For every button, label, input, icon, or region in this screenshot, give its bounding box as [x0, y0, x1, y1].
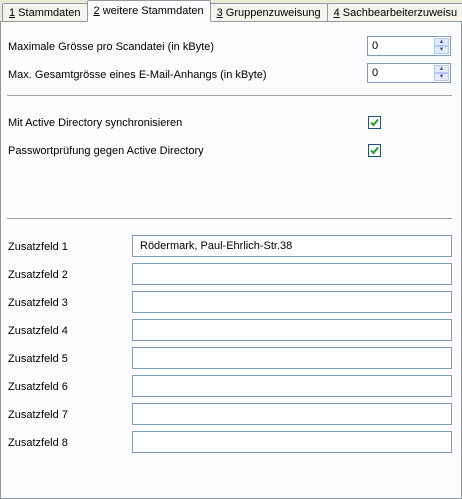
extra-field-2-input[interactable]: [132, 263, 452, 285]
tab-hotkey: 4: [333, 7, 340, 19]
spin-up-icon[interactable]: ▲: [434, 65, 449, 73]
ad-password-checkbox[interactable]: [368, 144, 381, 157]
extra-field-5-input[interactable]: [132, 347, 452, 369]
tab-label: Sachbearbeiterzuweisu: [339, 7, 458, 19]
separator: [7, 218, 452, 219]
extra-field-1-value: Rödermark, Paul-Ehrlich-Str.38: [140, 240, 293, 252]
spin-down-icon[interactable]: ▼: [434, 46, 449, 54]
max-mail-size-label: Max. Gesamtgrösse eines E-Mail-Anhangs (in kByte): [8, 69, 267, 81]
extra-field-7-label: Zusatzfeld 7: [8, 409, 68, 421]
tab-hotkey: 2: [93, 5, 100, 17]
tab-label: Stammdaten: [15, 7, 81, 19]
extra-field-3-input[interactable]: [132, 291, 452, 313]
spin-up-icon[interactable]: ▲: [434, 38, 449, 46]
tab-sachbearbeiterzuweisung[interactable]: [327, 3, 462, 22]
tab-label: Gruppenzuweisung: [222, 7, 321, 19]
extra-field-8-input[interactable]: [132, 431, 452, 453]
extra-field-1-label: Zusatzfeld 1: [8, 241, 68, 253]
tab-panel: [0, 21, 462, 499]
checkmark-icon: [370, 118, 379, 127]
extra-field-1-input[interactable]: [132, 235, 452, 257]
checkmark-icon: [370, 146, 379, 155]
separator: [7, 95, 452, 96]
extra-field-8-label: Zusatzfeld 8: [8, 437, 68, 449]
tab-weitere-stammdaten[interactable]: [87, 0, 211, 22]
tab-stammdaten[interactable]: [2, 3, 88, 22]
extra-field-2-label: Zusatzfeld 2: [8, 269, 68, 281]
extra-field-4-input[interactable]: [132, 319, 452, 341]
ad-sync-label: Mit Active Directory synchronisieren: [8, 117, 183, 129]
max-scan-size-label: Maximale Grösse pro Scandatei (in kByte): [8, 41, 215, 53]
extra-field-4-label: Zusatzfeld 4: [8, 325, 68, 337]
tab-gruppenzuweisung[interactable]: [210, 3, 328, 22]
max-mail-size-value: 0: [372, 67, 379, 79]
spin-down-icon[interactable]: ▼: [434, 73, 449, 81]
extra-field-3-label: Zusatzfeld 3: [8, 297, 68, 309]
tab-hotkey: 1: [9, 7, 16, 19]
extra-field-7-input[interactable]: [132, 403, 452, 425]
ad-sync-checkbox[interactable]: [368, 116, 381, 129]
extra-field-6-input[interactable]: [132, 375, 452, 397]
max-scan-size-value: 0: [372, 40, 379, 52]
extra-field-5-label: Zusatzfeld 5: [8, 353, 68, 365]
tab-hotkey: 3: [216, 7, 223, 19]
max-scan-size-spinner[interactable]: [367, 36, 451, 56]
ad-password-label: Passwortprüfung gegen Active Directory: [8, 145, 204, 157]
extra-field-6-label: Zusatzfeld 6: [8, 381, 68, 393]
tab-label: weitere Stammdaten: [99, 5, 204, 17]
tab-strip: [0, 0, 462, 22]
max-mail-size-spinner[interactable]: [367, 63, 451, 83]
